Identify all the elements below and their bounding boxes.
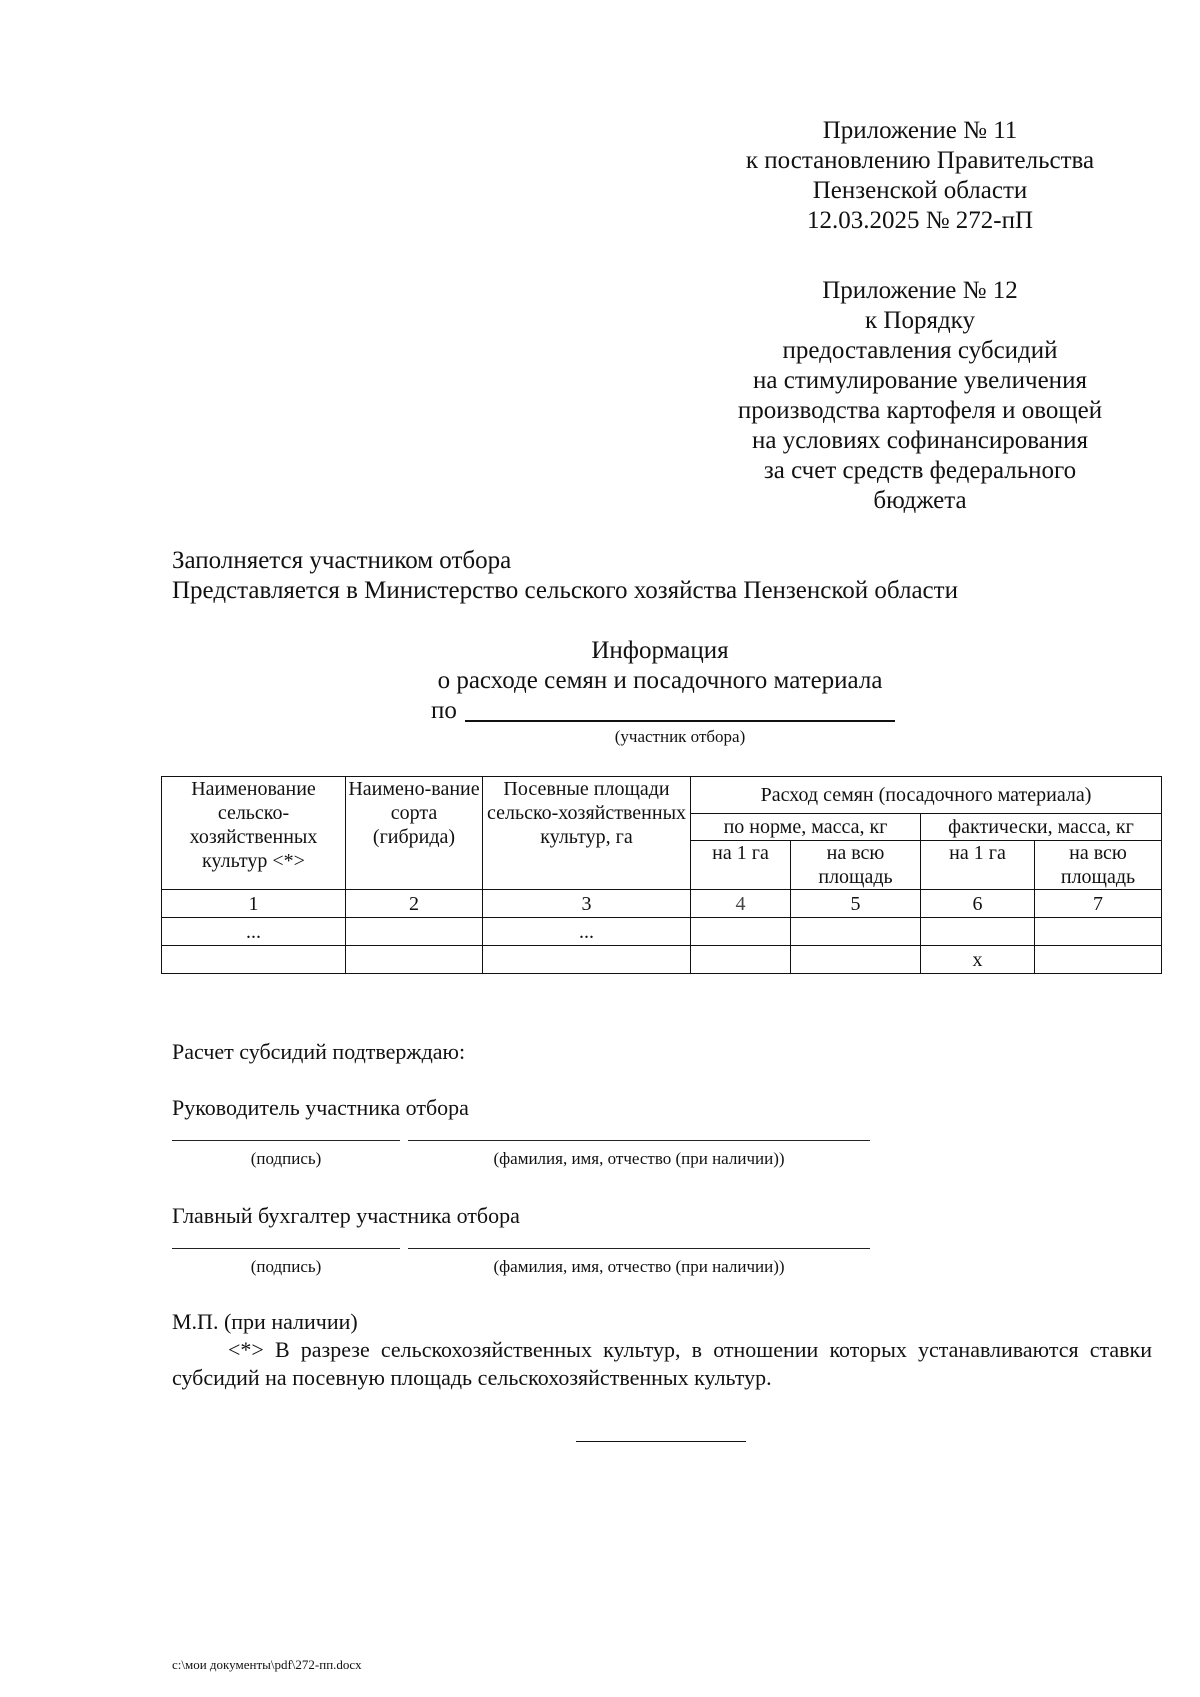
header-norm-per-ha: на 1 га [691,841,791,890]
appendix-12-line: за счет средств федерального [763,457,1077,484]
appendix-11-line: Приложение № 11 [822,117,1018,144]
appendix-12-line: на стимулирование увеличения [753,367,1087,394]
document-subtitle: о расходе семян и посадочного материала [437,667,883,694]
header-by-norm: по норме, масса, кг [691,814,921,841]
column-number: 1 [162,890,346,918]
column-number: 5 [791,890,921,918]
column-number: 3 [483,890,691,918]
table-header-row [162,777,1162,814]
name-caption: (фамилия, имя, отчество (при наличии)) [493,1257,785,1276]
column-number: 6 [921,890,1035,918]
seed-consumption-table [161,776,1162,974]
column-number: 4 [691,890,791,918]
table-cell[interactable]: ... [483,918,691,946]
signature-caption: (подпись) [250,1149,322,1168]
table-cell[interactable] [1035,918,1162,946]
document-title: Информация [591,637,729,664]
appendix-12-line: бюджета [873,487,967,514]
header-actual-total: на всю площадь [1035,841,1162,890]
table-cell[interactable] [346,918,483,946]
appendix-12-line: Приложение № 12 [822,277,1018,304]
appendix-12-line: к Порядку [865,307,975,334]
footnote: <*> В разрезе сельскохозяйственных культур, в отношении которых устанавливаются ставки субсидий на посевную площадь сельскохозяйственных культур. [172,1337,1152,1390]
appendix-11-line: к постановлению Правительства [745,147,1095,174]
participant-fill-line[interactable] [465,720,895,722]
confirmation-text: Расчет субсидий подтверждаю: [172,1039,466,1064]
table-cell[interactable] [1035,946,1162,974]
header-seed-consumption: Расход семян (посадочного материала) [691,777,1162,814]
file-path-footer: c:\мои документы\pdf\272-пп.docx [172,1657,362,1672]
appendix-11-block [690,116,1150,236]
table-column-number-row [162,890,1162,918]
participant-caption: (участник отбора) [614,727,746,746]
table-cell[interactable]: х [921,946,1035,974]
signature-caption: (подпись) [250,1257,322,1276]
appendix-12-line: предоставления субсидий [782,337,1058,364]
column-number: 7 [1035,890,1162,918]
appendix-11-line: Пензенской области [812,177,1028,204]
table-cell[interactable] [791,918,921,946]
table-cell[interactable] [691,946,791,974]
accountant-label: Главный бухгалтер участника отбора [172,1203,520,1228]
header-norm-total: на всю площадь [791,841,921,890]
header-crop-name: Наименование сельско-хозяйственных культур <*> [162,777,346,890]
po-label: по [431,697,457,724]
table-cell[interactable] [691,918,791,946]
appendix-12-block [690,276,1150,516]
submitted-to-note: Представляется в Министерство сельского хозяйства Пензенской области [172,577,958,604]
name-caption: (фамилия, имя, отчество (при наличии)) [493,1149,785,1168]
end-divider [576,1441,746,1442]
intro-block [172,546,958,606]
appendix-12-line: на условиях софинансирования [751,427,1089,454]
table-row [162,946,1162,974]
table-cell[interactable] [921,918,1035,946]
table-cell[interactable] [346,946,483,974]
head-label: Руководитель участника отбора [172,1095,469,1120]
accountant-name-line[interactable] [408,1248,870,1249]
header-actual-per-ha: на 1 га [921,841,1035,890]
head-name-line[interactable] [408,1140,870,1141]
table-cell[interactable] [483,946,691,974]
column-number: 2 [346,890,483,918]
table-row [162,918,1162,946]
stamp-note: М.П. (при наличии) [172,1309,358,1334]
filled-by-note: Заполняется участником отбора [172,547,512,574]
head-signature-line[interactable] [172,1140,400,1141]
accountant-signature-line[interactable] [172,1248,400,1249]
header-actual: фактически, масса, кг [921,814,1162,841]
appendix-11-line: 12.03.2025 № 272-пП [806,207,1034,234]
table-cell[interactable] [791,946,921,974]
table-cell[interactable]: ... [162,918,346,946]
table-cell[interactable] [162,946,346,974]
header-variety: Наимено-вание сорта (гибрида) [346,777,483,890]
appendix-12-line: производства картофеля и овощей [737,397,1103,424]
header-sown-area: Посевные площади сельско-хозяйственных культур, га [483,777,691,890]
